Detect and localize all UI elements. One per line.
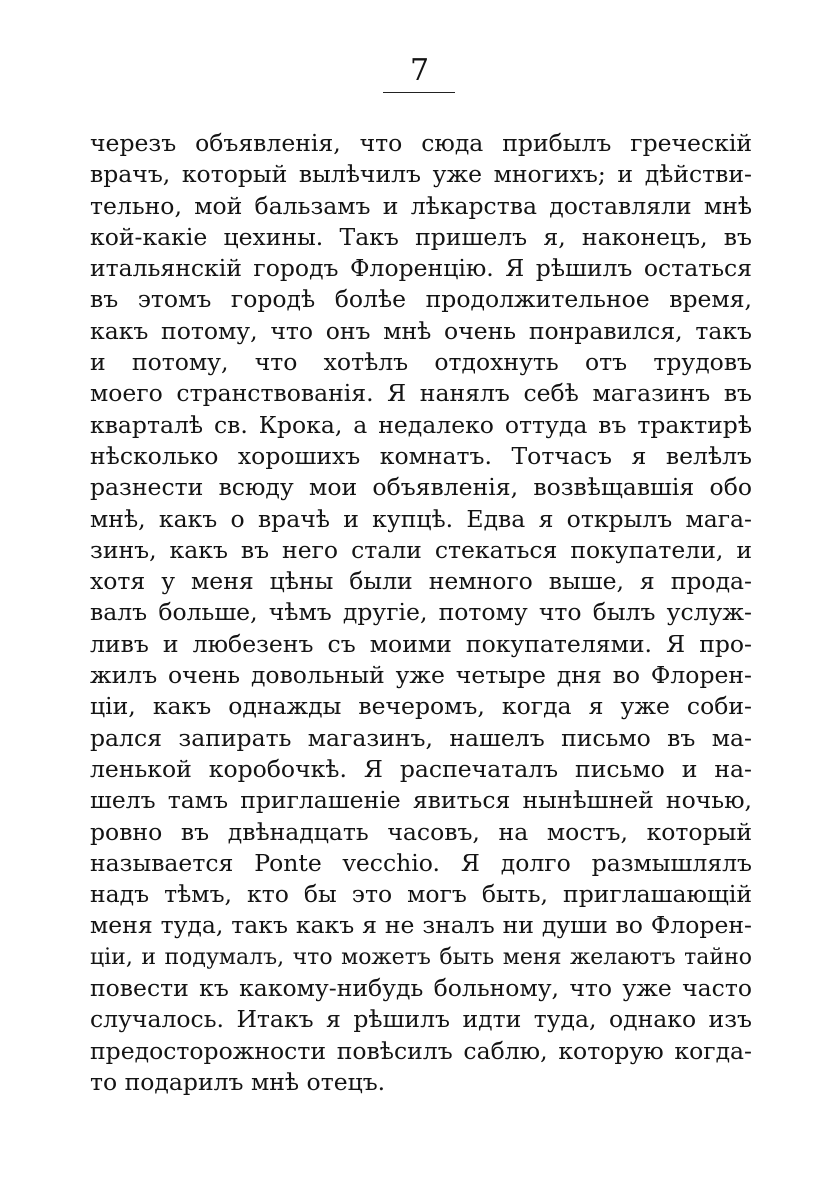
text-line: и потому, что хотѣлъ отдохнуть отъ трудовъ <box>90 348 752 377</box>
text-line: въ этомъ городѣ болѣе продолжительное время, <box>90 285 752 314</box>
text-line: случалось. Итакъ я рѣшилъ идти туда, однако изъ <box>90 1005 752 1034</box>
text-line: нѣсколько хорошихъ комнатъ. Тотчасъ я велѣлъ <box>90 441 752 470</box>
text-line: то подарилъ мнѣ отецъ. <box>90 1067 386 1096</box>
text-line: надъ тѣмъ, кто бы это могъ быть, приглашающій <box>90 880 752 909</box>
page-number: 7 <box>409 53 431 88</box>
text-line: зинъ, какъ въ него стали стекаться покупатели, и <box>90 535 752 564</box>
text-line: какъ потому, что онъ мнѣ очень понравился, такъ <box>90 316 752 345</box>
text-line: валъ больше, чѣмъ другіе, потому что былъ услуж- <box>90 598 752 627</box>
text-line: ціи, какъ однажды вечеромъ, когда я уже соби- <box>90 692 752 721</box>
text-line: моего странствованія. Я нанялъ себѣ магазинъ въ <box>90 379 752 408</box>
text-line: ленькой коробочкѣ. Я распечаталъ письмо и на- <box>90 754 752 783</box>
text-line: ровно въ двѣнадцать часовъ, на мостъ, который <box>90 817 752 846</box>
text-line: хотя у меня цѣны были немного выше, я прода- <box>90 567 752 596</box>
text-line: разнести всюду мои объявленія, возвѣщавшія обо <box>90 473 752 502</box>
text-line: тельно, мой бальзамъ и лѣкарства доставляли мнѣ <box>90 191 752 220</box>
text-line: ціи, и подумалъ, что можетъ быть меня желаютъ тайно <box>90 944 752 970</box>
text-line: шелъ тамъ приглашеніе явиться нынѣшней ночью, <box>90 786 752 815</box>
text-line: повести къ какому-нибудь больному, что уже часто <box>90 974 752 1003</box>
text-line: называется Ponte vecchio. Я долго размышлялъ <box>90 848 752 877</box>
page-number-rule <box>383 92 455 93</box>
text-line: предосторожности повѣсилъ саблю, которую когда- <box>90 1036 752 1065</box>
body-text <box>90 128 752 1098</box>
text-line: жилъ очень довольный уже четыре дня во Флорен- <box>90 661 752 690</box>
text-line: черезъ объявленія, что сюда прибылъ греческій <box>90 129 752 157</box>
text-line: рался запирать магазинъ, нашелъ письмо въ ма- <box>90 723 752 752</box>
text-line: итальянскій городъ Флоренцію. Я рѣшилъ остаться <box>90 254 752 283</box>
text-line: мнѣ, какъ о врачѣ и купцѣ. Едва я открылъ мага- <box>90 504 752 533</box>
text-line: меня туда, такъ какъ я не зналъ ни души во Флорен- <box>90 911 752 940</box>
text-line: кварталѣ св. Крока, а недалеко оттуда въ трактирѣ <box>90 410 752 439</box>
text-line: ливъ и любезенъ съ моими покупателями. Я про- <box>90 629 752 658</box>
text-line: кой-какіе цехины. Такъ пришелъ я, наконецъ, въ <box>90 222 752 251</box>
text-line: врачъ, который вылѣчилъ уже многихъ; и дѣйстви- <box>90 160 752 189</box>
